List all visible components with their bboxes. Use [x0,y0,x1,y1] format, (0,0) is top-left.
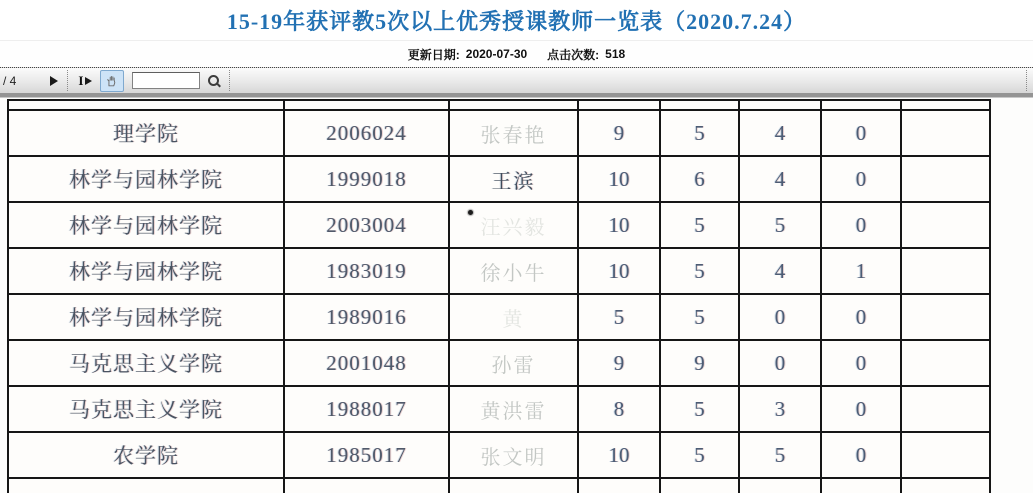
value-cell: 0 [821,156,901,202]
college-cell: 林学与园林学院 [8,248,284,294]
teacher-id-cell: 2006024 [284,110,449,156]
college-cell: 理学院 [8,110,284,156]
pdf-toolbar [0,67,1033,93]
value-cell: 0 [821,340,901,386]
teacher-name-cell: 张文明 [449,432,578,478]
pdf-document-area [0,98,1033,493]
table-row-partial-top [8,100,990,110]
value-cell: 8 [578,386,660,432]
teacher-name-cell: 黄洪雷 [449,386,578,432]
value-cell: 5 [660,432,739,478]
teacher-name-cell: 汪兴毅 [449,202,578,248]
teacher-id-cell: 1988017 [284,386,449,432]
value-cell: 0 [821,432,901,478]
cursor-dot [468,210,473,215]
empty-cell [901,386,990,432]
empty-cell [901,248,990,294]
empty-cell [901,340,990,386]
ibeam-icon: I [78,72,84,88]
select-arrow-icon [85,77,92,85]
hand-icon [105,74,119,88]
next-page-button[interactable] [46,71,62,91]
empty-cell [901,294,990,340]
page-indicator: / 4 [3,73,17,88]
teacher-id-cell: 1985017 [284,432,449,478]
value-cell: 5 [660,202,739,248]
college-cell: 马克思主义学院 [8,340,284,386]
college-cell: 林学与园林学院 [8,202,284,248]
value-cell: 1 [821,248,901,294]
text-select-tool-button[interactable] [74,71,96,91]
search-input[interactable] [132,72,200,89]
empty-cell [901,110,990,156]
value-cell: 4 [739,248,821,294]
teacher-id-cell: 1983019 [284,248,449,294]
college-cell: 林学与园林学院 [8,156,284,202]
value-cell: 0 [739,340,821,386]
value-cell: 5 [660,110,739,156]
teacher-id-cell: 2001048 [284,340,449,386]
empty-cell [901,202,990,248]
table-row [8,156,990,202]
teacher-id-cell: 2003004 [284,202,449,248]
value-cell: 5 [660,386,739,432]
college-cell: 林学与园林学院 [8,294,284,340]
college-cell: 马克思主义学院 [8,386,284,432]
empty-cell [901,432,990,478]
teacher-name-cell: 徐小牛 [449,248,578,294]
value-cell: 4 [739,110,821,156]
value-cell: 5 [739,202,821,248]
value-cell: 5 [739,432,821,478]
toolbar-separator [67,70,69,91]
table-row [8,340,990,386]
page-title: 15-19年获评教5次以上优秀授课教师一览表（2020.7.24） [226,8,807,34]
empty-cell [901,156,990,202]
value-cell: 5 [660,248,739,294]
value-cell: 5 [660,294,739,340]
table-row [8,110,990,156]
title-bar [0,0,1033,40]
table-row [8,202,990,248]
teacher-name-cell: 张春艳 [449,110,578,156]
search-icon[interactable] [206,73,221,88]
value-cell: 0 [739,294,821,340]
value-cell: 10 [578,156,660,202]
value-cell: 10 [578,432,660,478]
teacher-name-cell: 孙雷 [449,340,578,386]
value-cell: 9 [660,340,739,386]
teacher-id-cell: 1989016 [284,294,449,340]
toolbar-separator [229,70,231,91]
value-cell: 5 [578,294,660,340]
value-cell: 6 [660,156,739,202]
teacher-id-cell: 1999018 [284,156,449,202]
teacher-table [7,99,991,493]
value-cell: 0 [821,294,901,340]
value-cell: 9 [578,340,660,386]
update-date-value: 2020-07-30 [465,47,528,61]
value-cell: 10 [578,248,660,294]
value-cell: 0 [821,110,901,156]
teacher-name-cell: 王滨 [449,156,578,202]
value-cell: 3 [739,386,821,432]
value-cell: 0 [821,202,901,248]
college-cell: 农学院 [8,432,284,478]
table-row [8,386,990,432]
table-row [8,432,990,478]
value-cell: 10 [578,202,660,248]
clicks-label: 点击次数: [547,47,600,62]
value-cell: 4 [739,156,821,202]
toolbar-separator [1026,70,1028,91]
next-page-icon [50,76,58,86]
table-row [8,248,990,294]
table-row [8,294,990,340]
clicks-value: 518 [605,47,626,61]
teacher-name-cell: 黄 [449,294,578,340]
value-cell: 0 [821,386,901,432]
meta-bar [0,40,1033,67]
update-date-label: 更新日期: [407,47,460,62]
hand-tool-button[interactable] [100,70,124,92]
value-cell: 9 [578,110,660,156]
